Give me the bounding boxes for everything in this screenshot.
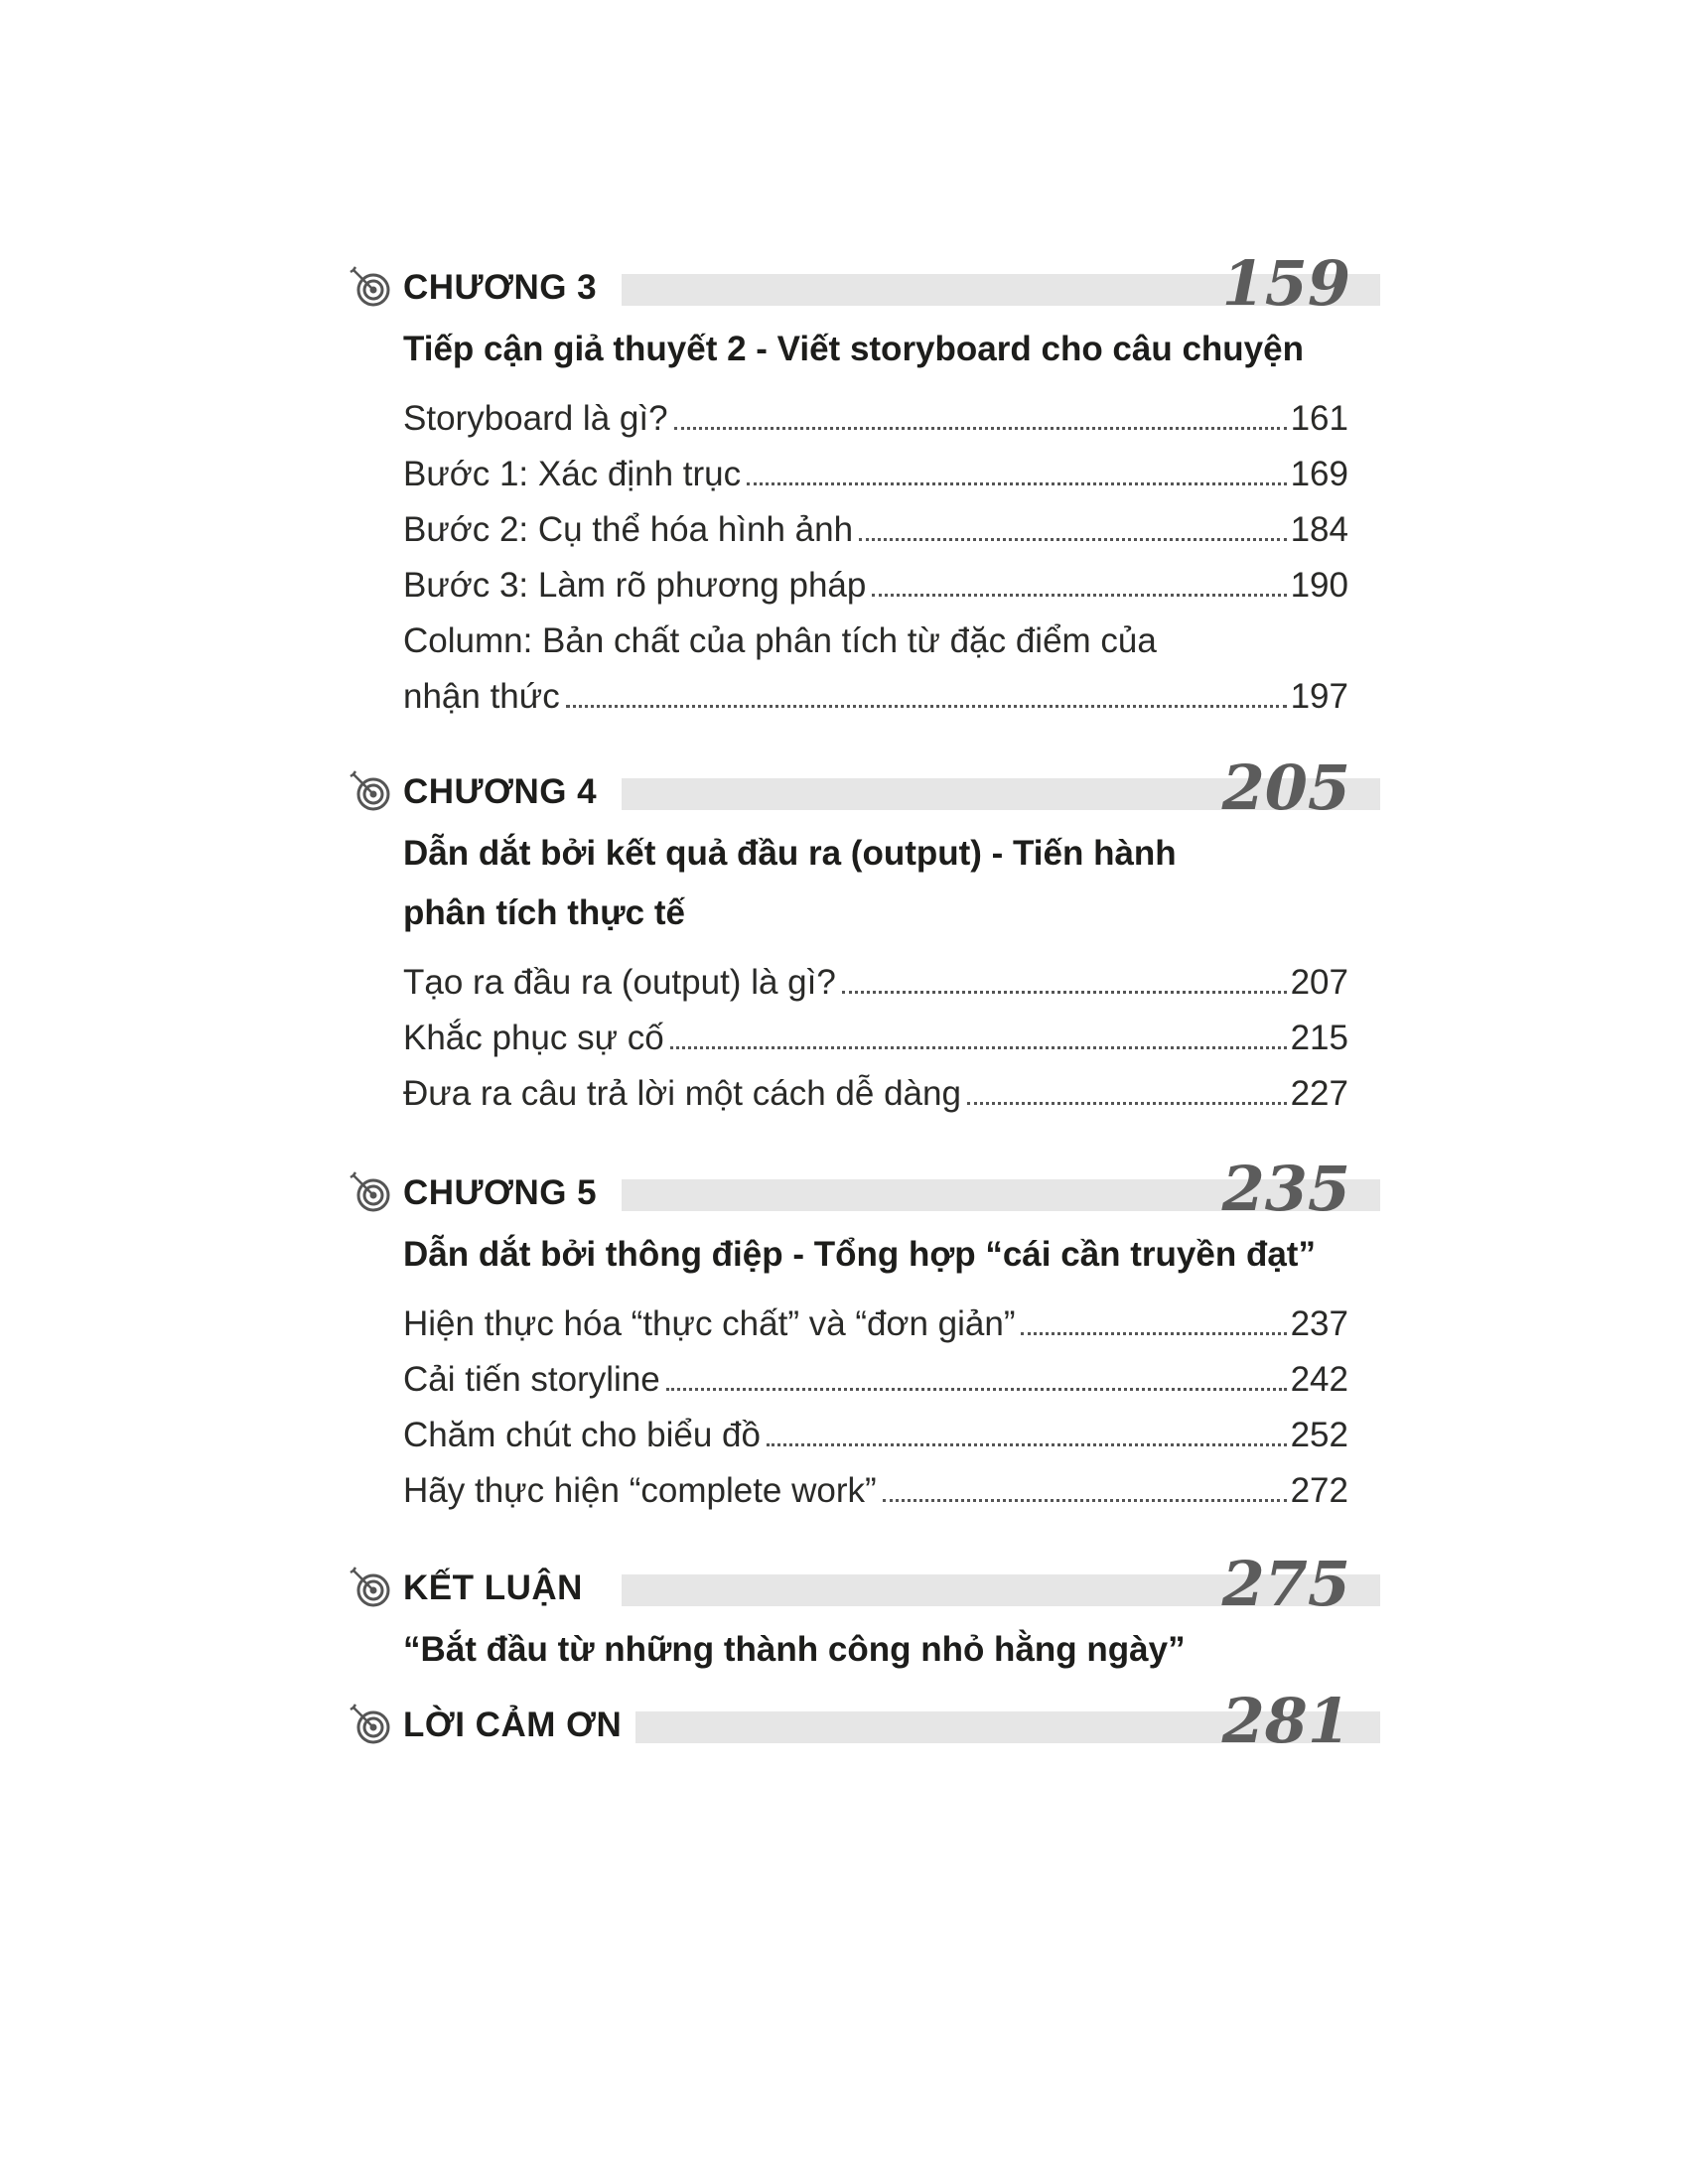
toc-entry[interactable]	[403, 502, 1348, 558]
toc-entry[interactable]	[403, 447, 1348, 502]
entry-page-number: 252	[1290, 1416, 1348, 1454]
chapter-4-header	[348, 751, 1380, 824]
target-with-arrow-icon	[348, 768, 395, 812]
dot-leader	[1021, 1332, 1286, 1335]
dot-leader	[883, 1499, 1287, 1502]
target-with-arrow-icon	[348, 1702, 395, 1745]
toc-entry[interactable]	[403, 558, 1348, 614]
entry-title: Hãy thực hiện “complete work”	[403, 1471, 877, 1510]
toc-entry[interactable]	[403, 1297, 1348, 1352]
acknowledgements-section	[348, 1685, 1380, 1757]
chapter-page-number: 275	[1221, 1548, 1350, 1620]
conclusion-header	[348, 1548, 1380, 1620]
toc-entry[interactable]	[403, 1011, 1348, 1066]
target-with-arrow-icon	[348, 1169, 395, 1213]
dot-leader	[842, 991, 1287, 994]
chapter-entries	[403, 955, 1348, 1122]
entry-page-number: 197	[1290, 677, 1348, 716]
dot-leader	[872, 594, 1286, 597]
chapter-3-header	[348, 247, 1380, 320]
acknowledgements-header	[348, 1685, 1380, 1757]
chapter-label: CHƯƠNG 5	[403, 1173, 598, 1212]
dot-leader	[566, 705, 1287, 708]
chapter-5-section	[348, 1153, 1380, 1519]
toc-entry[interactable]	[403, 1408, 1348, 1463]
entry-title: Bước 3: Làm rõ phương pháp	[403, 566, 867, 605]
chapter-label: KẾT LUẬN	[403, 1569, 583, 1607]
chapter-subtitle: Dẫn dắt bởi thông điệp - Tổng hợp “cái cần truyền đạt”	[403, 1235, 1316, 1274]
chapter-page-number: 205	[1221, 751, 1350, 824]
entry-title: Hiện thực hóa “thực chất” và “đơn giản”	[403, 1304, 1016, 1343]
toc-entry[interactable]	[403, 669, 1348, 725]
entry-title: Khắc phục sự cố	[403, 1019, 664, 1057]
entry-page-number: 227	[1290, 1074, 1348, 1113]
chapter-subtitle-line: Dẫn dắt bởi kết quả đầu ra (output) - Tiến hành	[403, 834, 1177, 873]
entry-page-number: 207	[1290, 963, 1348, 1002]
entry-page-number: 237	[1290, 1304, 1348, 1343]
dot-leader	[674, 427, 1287, 430]
entry-title: Cải tiến storyline	[403, 1360, 660, 1399]
chapter-label: CHƯƠNG 3	[403, 268, 598, 307]
dot-leader	[666, 1388, 1287, 1391]
chapter-subtitle: “Bắt đầu từ những thành công nhỏ hằng ngày”	[403, 1630, 1186, 1669]
chapter-entries	[403, 1297, 1348, 1519]
entry-title: nhận thức	[403, 677, 560, 716]
chapter-4-section	[348, 751, 1380, 1122]
entry-page-number: 242	[1290, 1360, 1348, 1399]
entry-title: Chăm chút cho biểu đồ	[403, 1416, 761, 1454]
toc-entry[interactable]	[403, 1066, 1348, 1122]
dot-leader	[670, 1046, 1287, 1049]
chapter-subtitle-line: phân tích thực tế	[403, 893, 685, 932]
target-with-arrow-icon	[348, 1565, 395, 1608]
chapter-page-number: 159	[1221, 247, 1350, 320]
entry-title: Đưa ra câu trả lời một cách dễ dàng	[403, 1074, 961, 1113]
entry-title: Bước 1: Xác định trục	[403, 455, 742, 493]
dot-leader	[747, 482, 1286, 485]
dot-leader	[859, 538, 1287, 541]
toc-entry[interactable]	[403, 391, 1348, 447]
entry-page-number: 190	[1290, 566, 1348, 605]
conclusion-section	[348, 1548, 1380, 1680]
entry-page-number: 272	[1290, 1471, 1348, 1510]
chapter-3-section	[348, 247, 1380, 725]
toc-entry[interactable]	[403, 1463, 1348, 1519]
entry-page-number: 161	[1290, 399, 1348, 438]
chapter-5-header	[348, 1153, 1380, 1225]
toc-entry[interactable]	[403, 1352, 1348, 1408]
entry-title: Bước 2: Cụ thể hóa hình ảnh	[403, 510, 854, 549]
chapter-label: LỜI CẢM ƠN	[403, 1706, 623, 1744]
dot-leader	[967, 1102, 1287, 1105]
toc-entry[interactable]	[403, 955, 1348, 1011]
entry-title: Tạo ra đầu ra (output) là gì?	[403, 963, 836, 1002]
chapter-page-number: 281	[1221, 1685, 1350, 1757]
entry-page-number: 184	[1290, 510, 1348, 549]
entry-page-number: 215	[1290, 1019, 1348, 1057]
chapter-entries	[403, 391, 1348, 725]
entry-title: Storyboard là gì?	[403, 399, 668, 438]
target-with-arrow-icon	[348, 264, 395, 308]
chapter-subtitle	[403, 824, 1317, 943]
chapter-page-number: 235	[1221, 1153, 1350, 1225]
dot-leader	[767, 1443, 1287, 1446]
chapter-subtitle: Tiếp cận giả thuyết 2 - Viết storyboard cho câu chuyện	[403, 330, 1304, 368]
entry-title-line: Column: Bản chất của phân tích từ đặc điểm của	[403, 621, 1157, 660]
chapter-label: CHƯƠNG 4	[403, 772, 598, 811]
entry-page-number: 169	[1290, 455, 1348, 493]
